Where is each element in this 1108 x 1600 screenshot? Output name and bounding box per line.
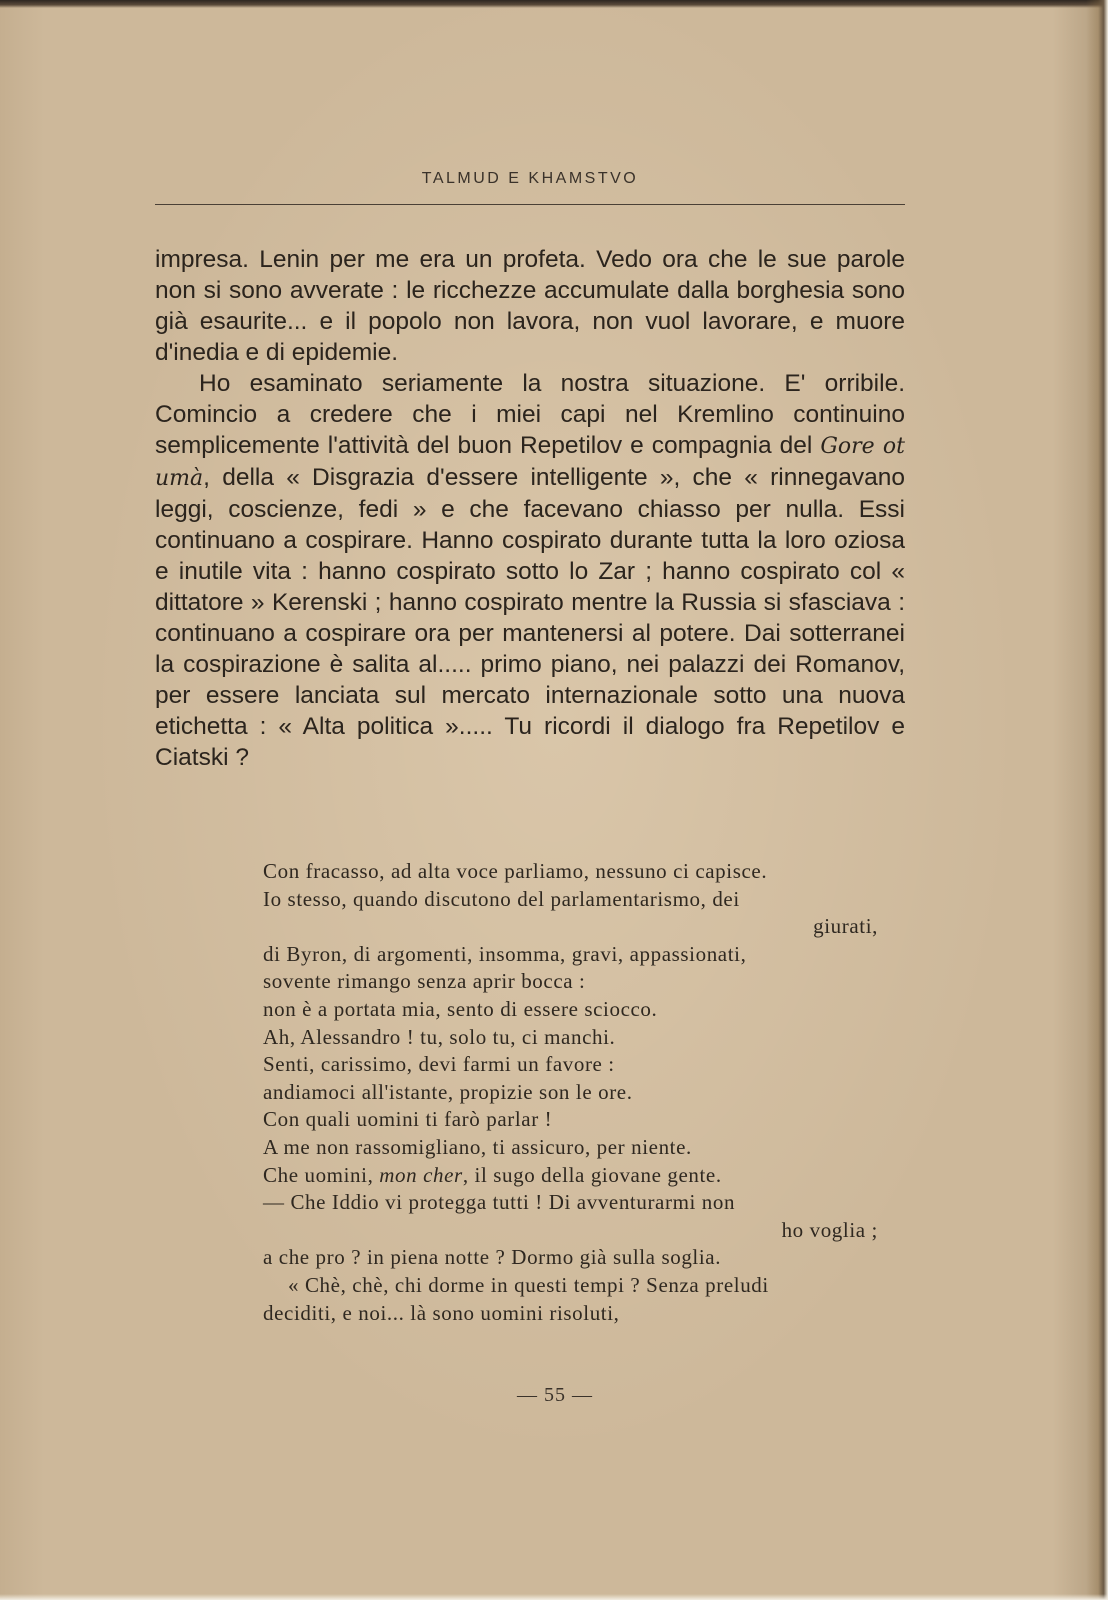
verse-line-continuation: ho voglia ; [781, 1217, 878, 1242]
verse-line-text-b: , il sugo della giovane gente. [462, 1162, 722, 1187]
verse-line: non è a portata mia, sento di essere sciocco. [263, 996, 658, 1021]
verse-line: « Chè, chè, chi dorme in questi tempi ? Senza preludi [288, 1272, 769, 1297]
verse-line: Con quali uomini ti farò parlar ! [263, 1107, 553, 1132]
verse-line-italic: mon cher [379, 1162, 463, 1187]
header-rule [155, 204, 905, 205]
verse-line: andiamoci all'istante, propizie son le ore. [263, 1079, 633, 1104]
paragraph-2-text-b: , della « Disgrazia d'essere intelligente », che « rinnegavano leggi, coscienze, fedi » e che facevano chiasso per nulla. Essi continuano a cospirare. Hanno cospirato durante tutta la loro oziosa e inutile vita : hanno cospirato sotto lo Zar ; hanno cospirato col « dittatore » Kerenski ; hanno cospirato mentre la Russia si sfasciava : continuano a cospirare ora per mantenersi al potere. Dai sotterranei la cospirazione è salita al..... primo piano, nei palazzi dei Romanov, per essere lanciata sul mercato internazionale sotto una nuova etichetta : « Alta politica »..... Tu ricordi il dialogo fra Repetilov e Ciatski ? [155, 464, 905, 771]
verse-line-text-a: Che uomini, [263, 1162, 380, 1187]
page-right-edge [1086, 0, 1108, 1600]
verse-line: deciditi, e noi... là sono uomini risoluti, [263, 1300, 620, 1325]
prose-body [155, 244, 905, 773]
page-top-edge [0, 0, 1108, 8]
paragraph-2 [155, 368, 905, 773]
verse-line: a che pro ? in piena notte ? Dormo già sulla soglia. [263, 1245, 722, 1270]
paragraph-1: impresa. Lenin per me era un profeta. Vedo ora che le sue parole non si sono avverate : le ricchezze accumulate dalla borghesia sono già esaurite... e il popolo non lavora, non vuol lavorare, e muore d'inedia e di epidemie. [155, 246, 905, 366]
verse-line: — Che Iddio vi protegga tutti ! Di avventurarmi non [263, 1190, 736, 1215]
verse-line [263, 1162, 923, 1190]
verse-line: sovente rimango senza aprir bocca : [263, 969, 586, 994]
page-bottom-edge [0, 1594, 1108, 1600]
verse-block [263, 858, 923, 1327]
page-number: — 55 — [517, 1384, 593, 1406]
verse-line: Senti, carissimo, devi farmi un favore : [263, 1052, 615, 1077]
running-head: TALMUD E KHAMSTVO [421, 170, 639, 187]
paragraph-2-text-a: Ho esaminato seriamente la nostra situazione. E' orribile. Comincio a credere che i miei capi nel Kremlino continuino semplicemente l'attività del buon Repetilov e compagnia del [155, 370, 905, 459]
verse-line-continuation: giurati, [813, 914, 878, 939]
verse-line: Ah, Alessandro ! tu, solo tu, ci manchi. [263, 1024, 616, 1049]
verse-line: Con fracasso, ad alta voce parliamo, nessuno ci capisce. [263, 859, 768, 883]
verse-line: A me non rassomigliano, ti assicuro, per niente. [263, 1134, 692, 1159]
verse-line: Io stesso, quando discutono del parlamentarismo, dei [263, 886, 740, 911]
verse-line: di Byron, di argomenti, insomma, gravi, appassionati, [263, 941, 747, 966]
paragraph-2-italic-title: Gore ot umà [155, 434, 905, 491]
